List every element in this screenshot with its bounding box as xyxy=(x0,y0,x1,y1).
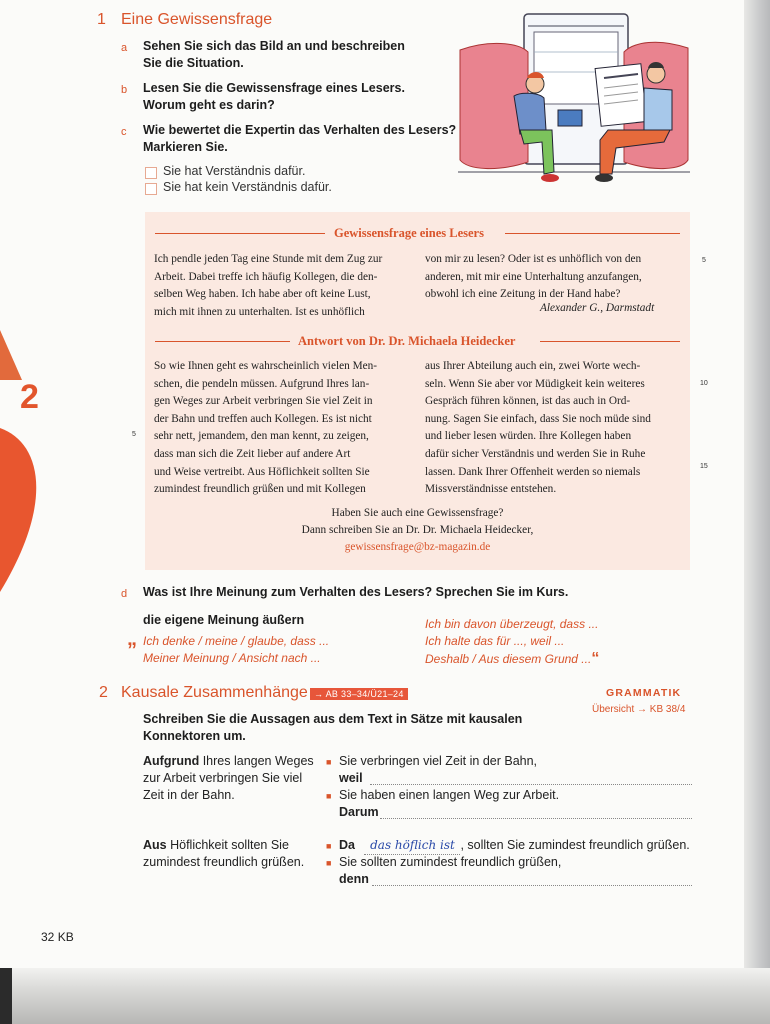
item-a-letter: a xyxy=(121,42,128,54)
item-b-letter: b xyxy=(121,84,128,96)
opinion-subhead: die eigene Meinung äußern xyxy=(143,613,305,627)
example1-source: Aufgrund Ihres langen Weges zur Arbeit verbringen Sie viel Zeit in der Bahn. xyxy=(143,754,314,802)
bullet-1b: ■ xyxy=(326,791,332,801)
letter-signature: Alexander G., Darmstadt xyxy=(540,302,655,314)
section2-title: Kausale Zusammenhänge xyxy=(121,684,308,701)
line-number-10: 10 xyxy=(700,380,708,387)
letter-heading: Gewissensfrage eines Lesers xyxy=(330,226,488,241)
example1-connector-darum: Darum xyxy=(339,805,379,819)
section2-instructions: Schreiben Sie die Aussagen aus dem Text in Sätze mit kausalen Konnektoren um. xyxy=(143,712,523,743)
section2-number: 2 xyxy=(99,684,108,701)
bullet-2a: ■ xyxy=(326,841,332,851)
open-quote-mark: „ xyxy=(127,628,137,650)
email-address[interactable]: gewissensfrage@bz-magazin.de xyxy=(344,541,491,553)
bullet-2b: ■ xyxy=(326,858,332,868)
bullet-1a: ■ xyxy=(326,757,332,767)
closing-line-2: Dann schreiben Sie an Dr. Dr. Michaela Heidecker, xyxy=(301,524,534,536)
item-c-text: Wie bewertet die Expertin das Verhalten des Lesers? Markieren Sie. xyxy=(143,123,457,154)
item-d-text: Was ist Ihre Meinung zum Verhalten des Lesers? Sprechen Sie im Kurs. xyxy=(143,585,569,599)
item-a-text: Sehen Sie sich das Bild an und beschreiben Sie die Situation. xyxy=(143,39,405,70)
page-label: KB xyxy=(57,930,74,944)
phrases-left: Ich denke / meine / glaube, dass ... Meiner Meinung / Ansicht nach ... xyxy=(143,634,330,665)
answer-heading-rule-left xyxy=(155,341,290,342)
workbook-reference[interactable]: → AB 33–34/Ü21–24 xyxy=(310,688,408,700)
phrases-right: Ich bin davon überzeugt, dass ... Ich halte das für ..., weil ... Deshalb / Aus diesem Grund ...“ xyxy=(425,617,600,667)
close-quote-mark: “ xyxy=(591,650,600,667)
example1-sentence1: Sie verbringen viel Zeit in der Bahn, xyxy=(339,754,538,768)
page-number: 32 xyxy=(41,930,55,944)
grammar-label: GRAMMATIK xyxy=(606,687,682,699)
section1-title: Eine Gewissensfrage xyxy=(121,11,273,28)
option-label-2: Sie hat kein Verständnis dafür. xyxy=(163,180,332,194)
answer-col2: aus Ihrer Abteilung auch ein, zwei Worte wech- seln. Wenn Sie aber vor Müdigkeit kein weiteres Gespräch führen können, ist das auch in Ord- nung. Sagen Sie einfach, dass Sie noch müde sind und lieber lesen würden. Ihre Kollegen haben dafür sicher Verständnis und werden Sie in Ruhe lassen. Dank Ihrer Offenheit werden so niemals Missverständnisse entstehen. xyxy=(425,360,651,496)
option-checkbox-1[interactable] xyxy=(145,167,157,179)
answer-heading: Antwort von Dr. Dr. Michaela Heidecker xyxy=(294,334,519,349)
example1-sentence2: Sie haben einen langen Weg zur Arbeit. xyxy=(339,788,560,802)
example1-connector-weil: weil xyxy=(339,771,363,785)
answer-line-1[interactable] xyxy=(370,772,692,785)
example2-connector-denn: denn xyxy=(339,872,369,886)
line-number-5-letter: 5 xyxy=(702,257,706,264)
chapter-tab xyxy=(0,330,60,592)
example2-sentence2: Sie sollten zumindest freundlich grüßen, xyxy=(339,855,562,869)
grammar-reference[interactable]: Übersicht → KB 38/4 xyxy=(592,704,686,715)
answer-col1: So wie Ihnen geht es wahrscheinlich vielen Men- schen, die pendeln müssen. Aufgrund Ihres lan- gen Weges zur Arbeit verbringen Sie viel Zeit in der Bahn und treffen auch Kollegen. Es ist nicht sehr nett, jemandem, den man kennt, zu zeigen, dass man sich die Zeit lieber auf andere Art und Weise vertreibt. Aus Höflichkeit sollten Sie zumindest freundlich grüßen und mit Kollegen xyxy=(154,360,378,496)
line-number-15: 15 xyxy=(700,463,708,470)
letter-col2: von mir zu lesen? Oder ist es unhöflich von den anderen, mit mir eine Unterhaltung anzufangen, obwohl ich eine Zeitung in der Hand habe? xyxy=(425,253,642,301)
closing-line-1: Haben Sie auch eine Gewissensfrage? xyxy=(331,507,504,519)
item-b-text: Lesen Sie die Gewissensfrage eines Lesers. Worum geht es darin? xyxy=(143,81,405,112)
answer-line-3[interactable] xyxy=(372,873,692,886)
page-bottom-dark xyxy=(0,968,12,1024)
item-c-letter: c xyxy=(121,126,127,138)
option-label-1: Sie hat Verständnis dafür. xyxy=(163,164,306,178)
chapter-number: 2 xyxy=(20,378,39,416)
train-illustration xyxy=(458,12,690,194)
answer-line-2[interactable] xyxy=(380,806,692,819)
page-edge xyxy=(744,0,770,1024)
letter-heading-rule-left xyxy=(155,233,325,234)
page-bottom-edge xyxy=(0,968,770,1024)
line-number-5-answer: 5 xyxy=(132,431,136,438)
letter-heading-rule-right xyxy=(505,233,680,234)
answer-heading-rule-right xyxy=(540,341,680,342)
section1-number: 1 xyxy=(97,11,106,28)
letter-col1: Ich pendle jeden Tag eine Stunde mit dem Zug zur Arbeit. Dabei treffe ich häufig Kollegen, die den- selben Weg haben. Ich habe aber oft keine Lust, mich mit ihnen zu unterhalten. Ist es unhöflich xyxy=(154,253,383,318)
handwritten-answer[interactable]: das höflich ist xyxy=(364,837,460,855)
page-footer xyxy=(41,930,74,944)
example2-source: Aus Höflichkeit sollten Sie zumindest freundlich grüßen. xyxy=(143,838,305,869)
example2-sentence1: Da das höflich ist , sollten Sie zumindest freundlich grüßen. xyxy=(339,837,690,855)
item-d-letter: d xyxy=(121,588,128,600)
option-checkbox-2[interactable] xyxy=(145,183,157,195)
